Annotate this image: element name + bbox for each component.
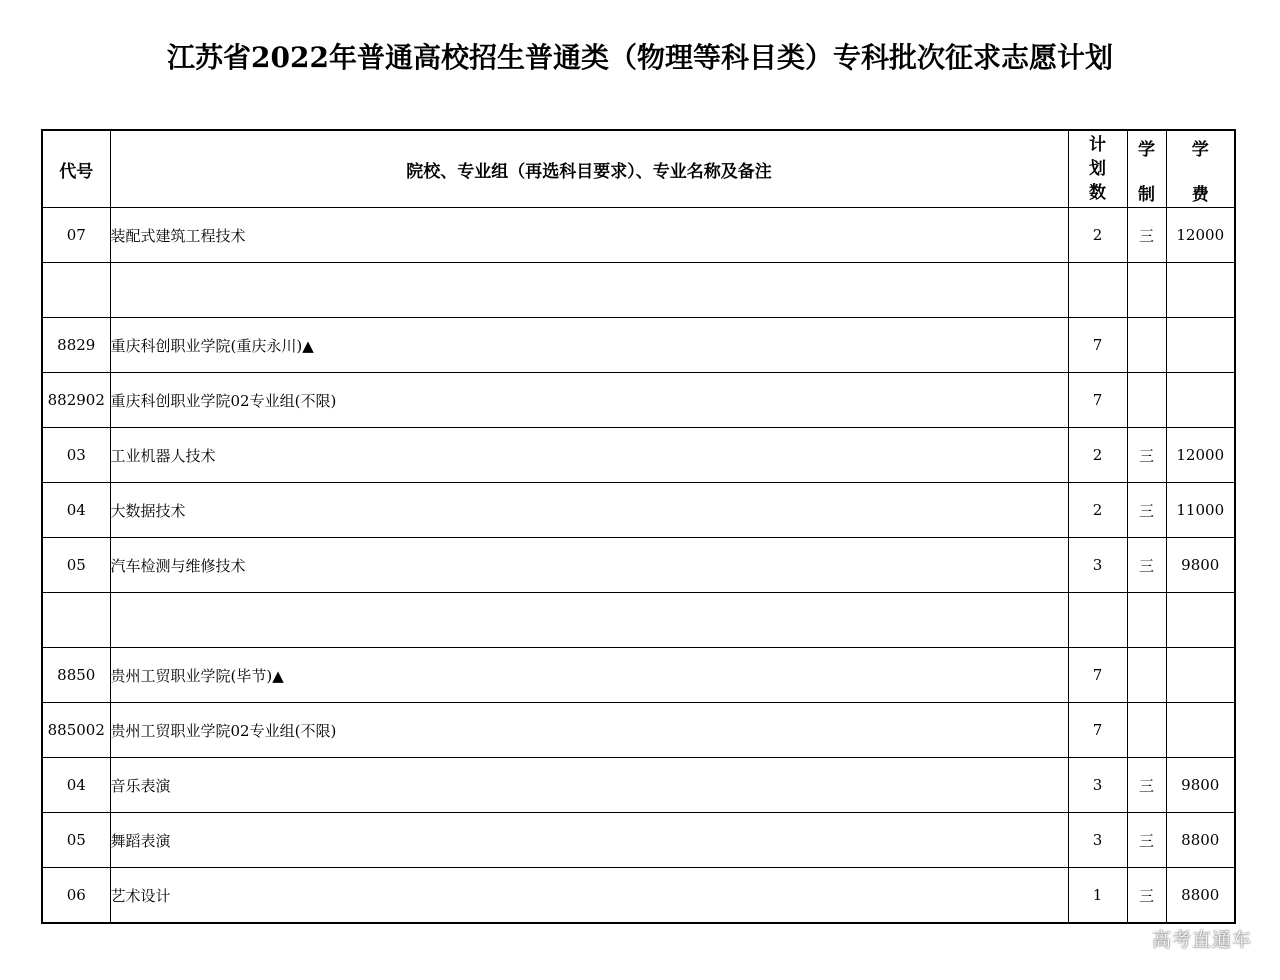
table-row	[42, 648, 1235, 703]
table-row	[42, 758, 1235, 813]
table-row	[42, 868, 1235, 924]
header-plan	[1068, 130, 1127, 208]
row-duration	[1127, 318, 1166, 373]
table-row	[42, 318, 1235, 373]
header-plan-char: 划	[1089, 159, 1106, 179]
row-duration: 三	[1127, 483, 1166, 538]
table-header-row	[42, 130, 1235, 208]
row-fee	[1166, 648, 1235, 703]
table-row	[42, 428, 1235, 483]
row-name	[110, 593, 1068, 648]
page-title: 江苏省2022年普通高校招生普通类（物理等科目类）专科批次征求志愿计划	[167, 41, 1113, 74]
row-name: 汽车检测与维修技术	[110, 538, 1068, 593]
header-code: 代号	[42, 130, 110, 208]
row-plan: 7	[1068, 318, 1127, 373]
row-fee: 9800	[1166, 538, 1235, 593]
row-plan: 1	[1068, 868, 1127, 924]
header-duration-char: 学	[1138, 140, 1155, 160]
row-plan: 7	[1068, 648, 1127, 703]
row-name: 工业机器人技术	[110, 428, 1068, 483]
row-code: 885002	[42, 703, 110, 758]
row-fee	[1166, 318, 1235, 373]
row-code: 04	[42, 483, 110, 538]
header-fee-char: 费	[1191, 185, 1209, 205]
row-duration	[1127, 263, 1166, 318]
row-code: 06	[42, 868, 110, 924]
row-plan: 2	[1068, 208, 1127, 263]
row-code: 8829	[42, 318, 110, 373]
row-duration	[1127, 703, 1166, 758]
row-name: 重庆科创职业学院(重庆永川)▲	[110, 318, 1068, 373]
row-plan: 7	[1068, 703, 1127, 758]
row-fee: 11000	[1166, 483, 1235, 538]
table-row	[42, 483, 1235, 538]
table-row	[42, 593, 1235, 648]
row-name: 贵州工贸职业学院(毕节)▲	[110, 648, 1068, 703]
header-fee-char: 学	[1191, 140, 1209, 160]
row-duration: 三	[1127, 813, 1166, 868]
row-name	[110, 263, 1068, 318]
row-name: 装配式建筑工程技术	[110, 208, 1068, 263]
header-name: 院校、专业组（再选科目要求）、专业名称及备注	[110, 130, 1068, 208]
row-code: 05	[42, 813, 110, 868]
row-code: 04	[42, 758, 110, 813]
row-plan	[1068, 263, 1127, 318]
row-code: 07	[42, 208, 110, 263]
row-code	[42, 593, 110, 648]
table-row	[42, 703, 1235, 758]
row-duration	[1127, 373, 1166, 428]
row-code: 03	[42, 428, 110, 483]
row-fee: 12000	[1166, 428, 1235, 483]
row-code	[42, 263, 110, 318]
row-code: 882902	[42, 373, 110, 428]
header-plan-char: 计	[1089, 135, 1106, 155]
watermark-text: 高考直通车	[1151, 929, 1252, 951]
row-name: 大数据技术	[110, 483, 1068, 538]
row-fee: 9800	[1166, 758, 1235, 813]
row-plan: 3	[1068, 813, 1127, 868]
table-row	[42, 373, 1235, 428]
row-fee	[1166, 373, 1235, 428]
row-duration: 三	[1127, 428, 1166, 483]
row-fee: 8800	[1166, 813, 1235, 868]
row-duration	[1127, 648, 1166, 703]
row-fee	[1166, 263, 1235, 318]
row-plan: 7	[1068, 373, 1127, 428]
header-plan-char: 数	[1089, 183, 1106, 203]
row-plan: 3	[1068, 538, 1127, 593]
row-duration: 三	[1127, 538, 1166, 593]
row-name: 贵州工贸职业学院02专业组(不限)	[110, 703, 1068, 758]
row-plan: 2	[1068, 428, 1127, 483]
header-fee	[1166, 130, 1235, 208]
header-duration	[1127, 130, 1166, 208]
row-duration: 三	[1127, 208, 1166, 263]
row-name: 艺术设计	[110, 868, 1068, 924]
row-name: 重庆科创职业学院02专业组(不限)	[110, 373, 1068, 428]
table-row	[42, 813, 1235, 868]
row-name: 音乐表演	[110, 758, 1068, 813]
row-code: 05	[42, 538, 110, 593]
enrollment-plan-table	[41, 129, 1236, 924]
row-plan: 2	[1068, 483, 1127, 538]
row-duration: 三	[1127, 758, 1166, 813]
row-duration: 三	[1127, 868, 1166, 924]
row-fee	[1166, 593, 1235, 648]
row-name: 舞蹈表演	[110, 813, 1068, 868]
row-fee: 12000	[1166, 208, 1235, 263]
header-duration-char: 制	[1138, 185, 1155, 205]
row-duration	[1127, 593, 1166, 648]
row-fee	[1166, 703, 1235, 758]
row-fee: 8800	[1166, 868, 1235, 924]
row-code: 8850	[42, 648, 110, 703]
table-row	[42, 208, 1235, 263]
table-row	[42, 263, 1235, 318]
table-row	[42, 538, 1235, 593]
row-plan	[1068, 593, 1127, 648]
row-plan: 3	[1068, 758, 1127, 813]
